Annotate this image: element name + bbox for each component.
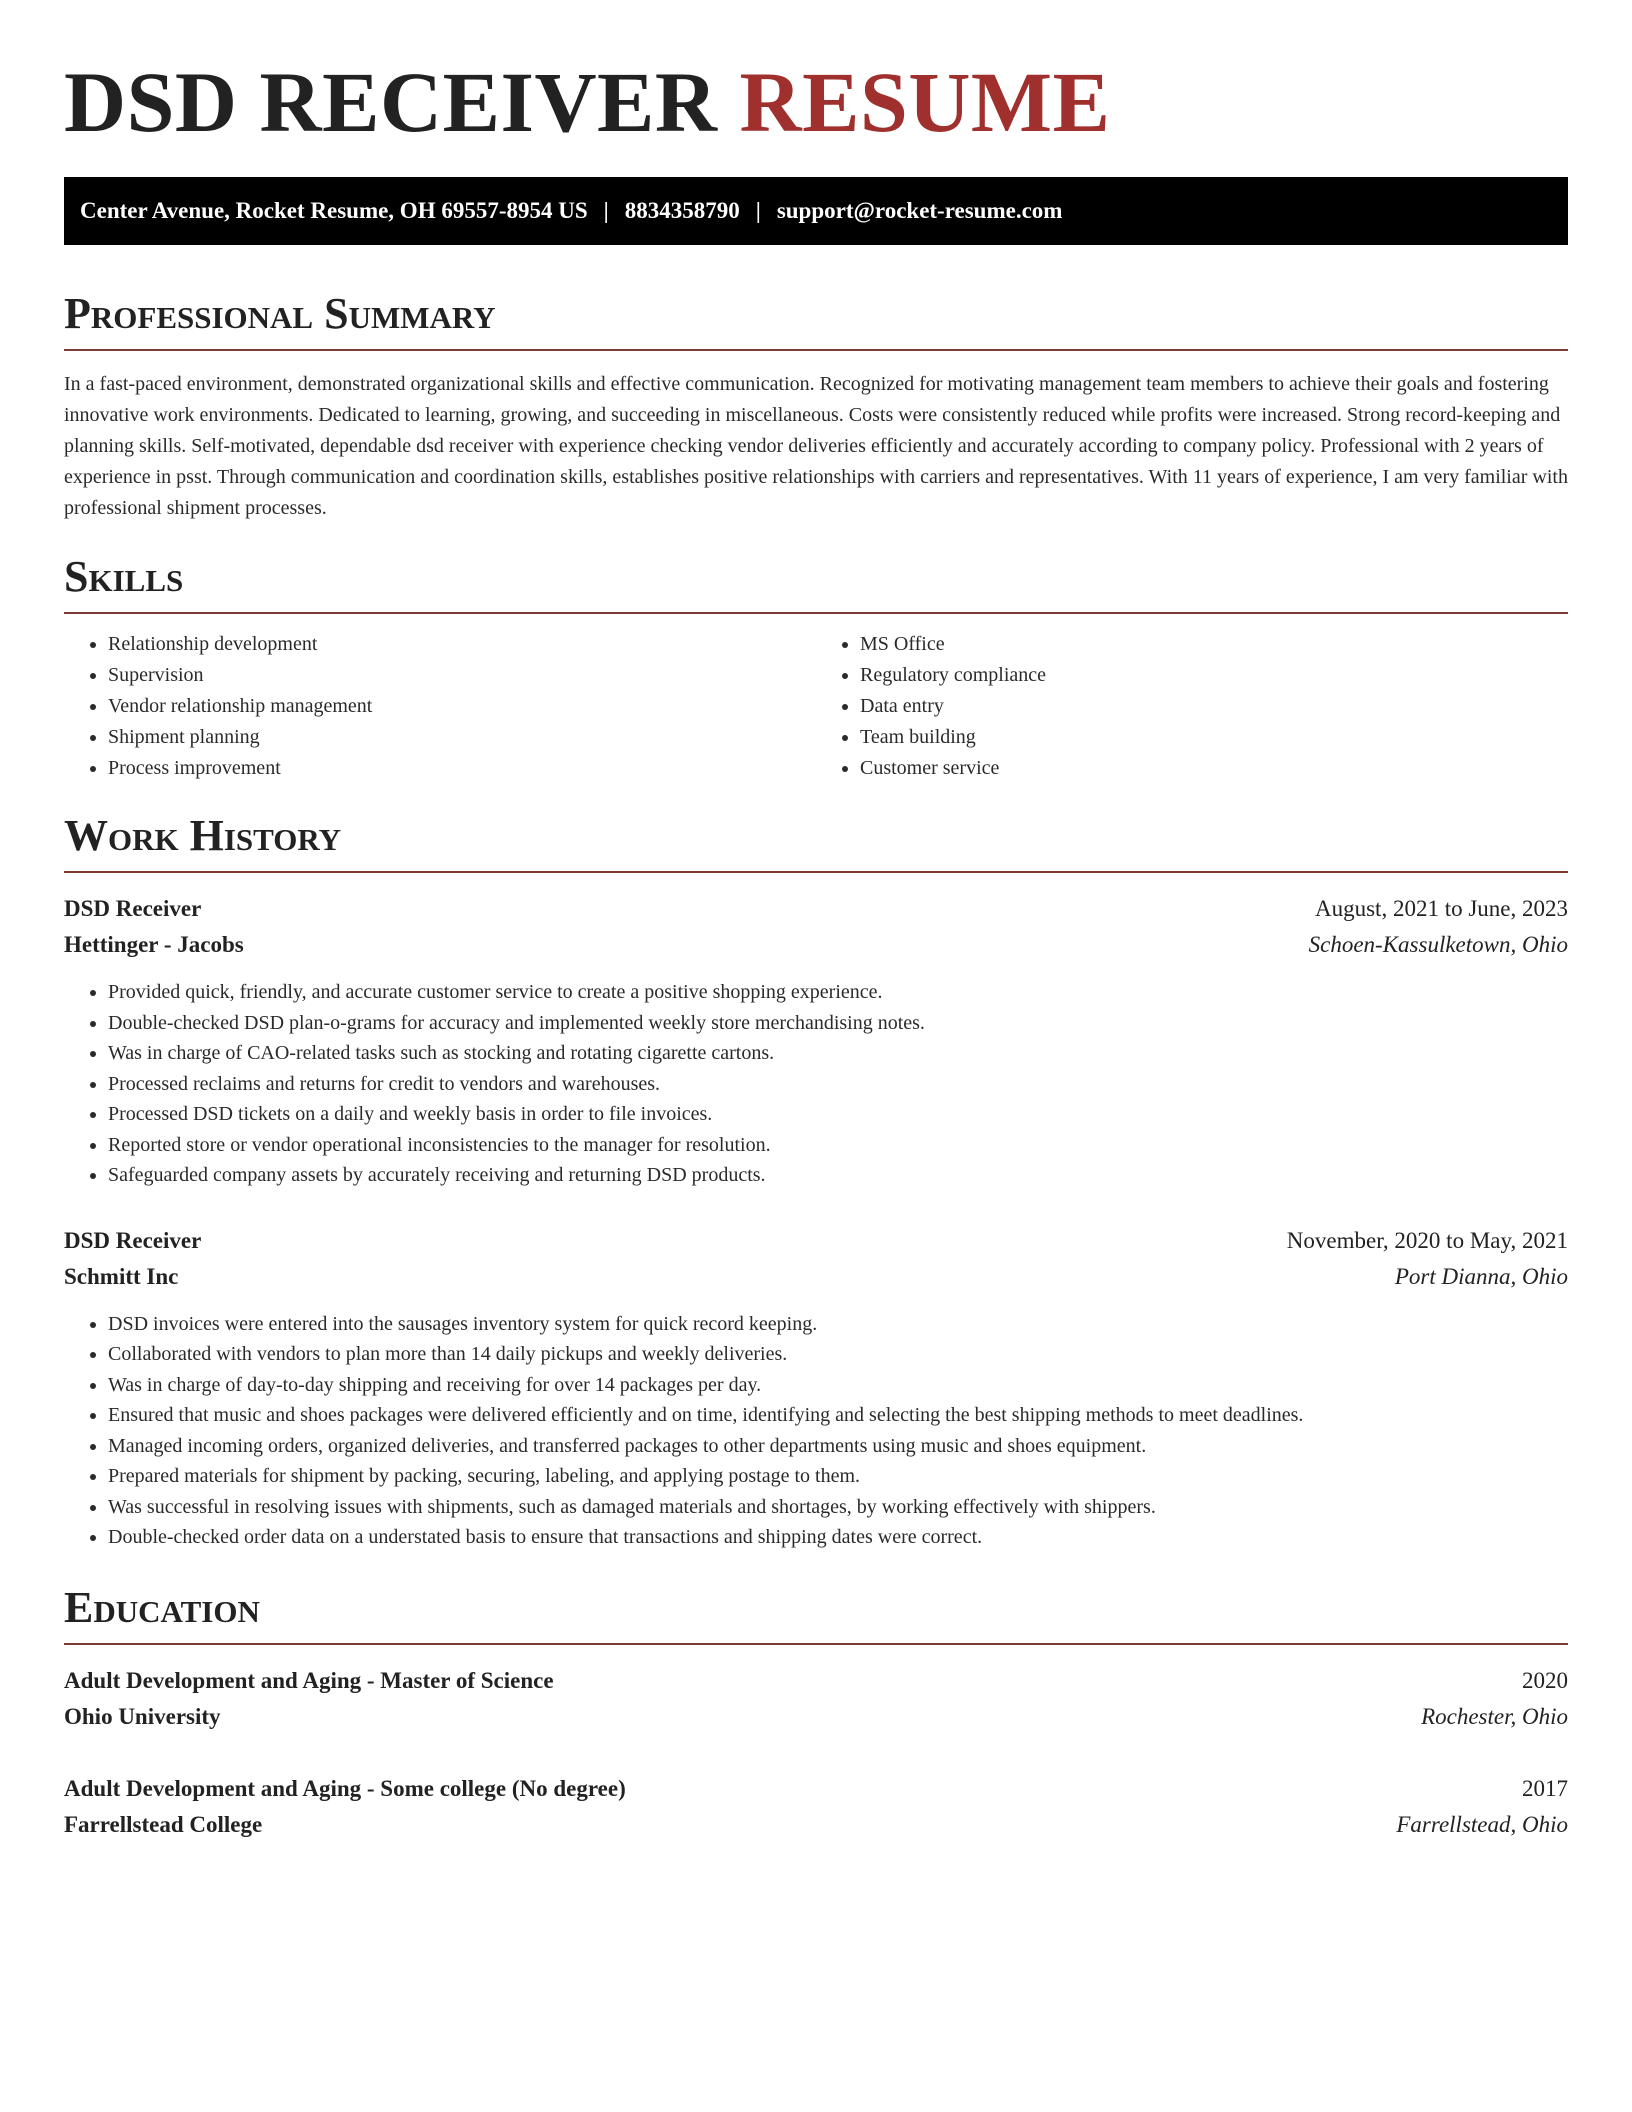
education-school: Ohio University <box>64 1703 221 1729</box>
job-bullet: • Was in charge of CAO-related tasks such as stocking and rotating cigarette cartons. <box>108 1038 1568 1069</box>
contact-phone: 8834358790 <box>624 198 740 223</box>
skill-item: • Vendor relationship management <box>108 691 816 722</box>
job-bullet: • Was successful in resolving issues with shipments, such as damaged materials and shortages, by working effectively with shippers. <box>108 1492 1568 1523</box>
job-bullet: • Collaborated with vendors to plan more than 14 daily pickups and weekly deliveries. <box>108 1339 1568 1370</box>
skill-item: • MS Office <box>860 629 1568 660</box>
job-bullet: • Safeguarded company assets by accurately receiving and returning DSD products. <box>108 1160 1568 1191</box>
education-year: 2017 <box>1522 1775 1568 1801</box>
job-title: DSD Receiver <box>64 896 202 921</box>
contact-separator: | <box>603 198 609 223</box>
skills-list <box>64 629 1568 784</box>
job-bullet: • Prepared materials for shipment by packing, securing, labeling, and applying postage to them. <box>108 1461 1568 1492</box>
skill-item: • Regulatory compliance <box>860 660 1568 691</box>
job-bullet: • Double-checked DSD plan-o-grams for accuracy and implemented weekly store merchandising notes. <box>108 1008 1568 1039</box>
job-bullet: • Ensured that music and shoes packages were delivered efficiently and on time, identifying and selecting the best shipping methods to meet deadlines. <box>108 1400 1568 1431</box>
skill-item: • Process improvement <box>108 753 816 784</box>
job-bullet: • Managed incoming orders, organized deliveries, and transferred packages to other departments using music and shoes equipment. <box>108 1431 1568 1462</box>
job-title: DSD Receiver <box>64 1227 202 1253</box>
education-location: Farrellstead, Ohio <box>1396 1811 1568 1837</box>
skill-item: • Team building <box>860 722 1568 753</box>
education-heading: Education <box>64 1583 1568 1645</box>
contact-separator: | <box>755 198 761 223</box>
job-bullets <box>64 1309 1568 1553</box>
job-entry <box>64 891 1568 1191</box>
education-degree: Adult Development and Aging - Master of Science <box>64 1667 554 1693</box>
job-entry <box>64 1223 1568 1553</box>
skill-item: • Customer service <box>860 753 1568 784</box>
work-history-heading: Work History <box>64 811 1568 873</box>
skill-item: • Supervision <box>108 660 816 691</box>
skill-item: • Relationship development <box>108 629 816 660</box>
title-accent: RESUME <box>739 54 1111 150</box>
education-entry <box>64 1771 1568 1843</box>
education-entry <box>64 1663 1568 1735</box>
skills-column-left <box>64 629 816 784</box>
job-bullet: • Provided quick, friendly, and accurate customer service to create a positive shopping experience. <box>108 977 1568 1008</box>
education-location: Rochester, Ohio <box>1421 1703 1568 1729</box>
job-bullet: • Processed DSD tickets on a daily and weekly basis in order to file invoices. <box>108 1099 1568 1130</box>
skill-item: • Shipment planning <box>108 722 816 753</box>
job-dates: November, 2020 to May, 2021 <box>1286 1227 1568 1253</box>
skill-item: • Data entry <box>860 691 1568 722</box>
job-dates: August, 2021 to June, 2023 <box>1315 896 1568 921</box>
skills-heading: Skills <box>64 552 1568 614</box>
contact-bar <box>64 177 1568 245</box>
education-year: 2020 <box>1522 1667 1568 1693</box>
job-bullet: • Reported store or vendor operational inconsistencies to the manager for resolution. <box>108 1130 1568 1161</box>
title-main: DSD RECEIVER <box>64 54 718 150</box>
job-bullet: • Double-checked order data on a understated basis to ensure that transactions and shipping dates were correct. <box>108 1522 1568 1553</box>
job-bullet: • Was in charge of day-to-day shipping and receiving for over 14 packages per day. <box>108 1370 1568 1401</box>
summary-text: In a fast-paced environment, demonstrated organizational skills and effective communication. Recognized for motivating management team members to achieve their goals and fostering innovative work environments. Dedicated to learning, growing, and succeeding in miscellaneous. Costs were consistently reduced while profits were increased. Strong record-keeping and planning skills. Self-motivated, dependable dsd receiver with experience checking vendor deliveries efficiently and accurately according to company policy. Professional with 2 years of experience in psst. Through communication and coordination skills, establishes positive relationships with carriers and representatives. With 11 years of experience, I am very familiar with professional shipment processes. <box>64 373 1568 519</box>
resume-title <box>64 0 1568 152</box>
job-bullet: • DSD invoices were entered into the sausages inventory system for quick record keeping. <box>108 1309 1568 1340</box>
job-bullet: • Processed reclaims and returns for credit to vendors and warehouses. <box>108 1069 1568 1100</box>
job-company: Hettinger - Jacobs <box>64 932 244 957</box>
job-bullets <box>64 977 1568 1191</box>
contact-email: support@rocket-resume.com <box>776 198 1063 223</box>
job-location: Schoen-Kassulketown, Ohio <box>1308 932 1568 957</box>
summary-heading: Professional Summary <box>64 289 1568 351</box>
skills-column-right <box>816 629 1568 784</box>
job-company: Schmitt Inc <box>64 1263 179 1289</box>
education-school: Farrellstead College <box>64 1811 263 1837</box>
job-location: Port Dianna, Ohio <box>1394 1263 1568 1289</box>
education-degree: Adult Development and Aging - Some college (No degree) <box>64 1775 626 1801</box>
contact-address: Center Avenue, Rocket Resume, OH 69557-8954 US <box>80 198 588 223</box>
